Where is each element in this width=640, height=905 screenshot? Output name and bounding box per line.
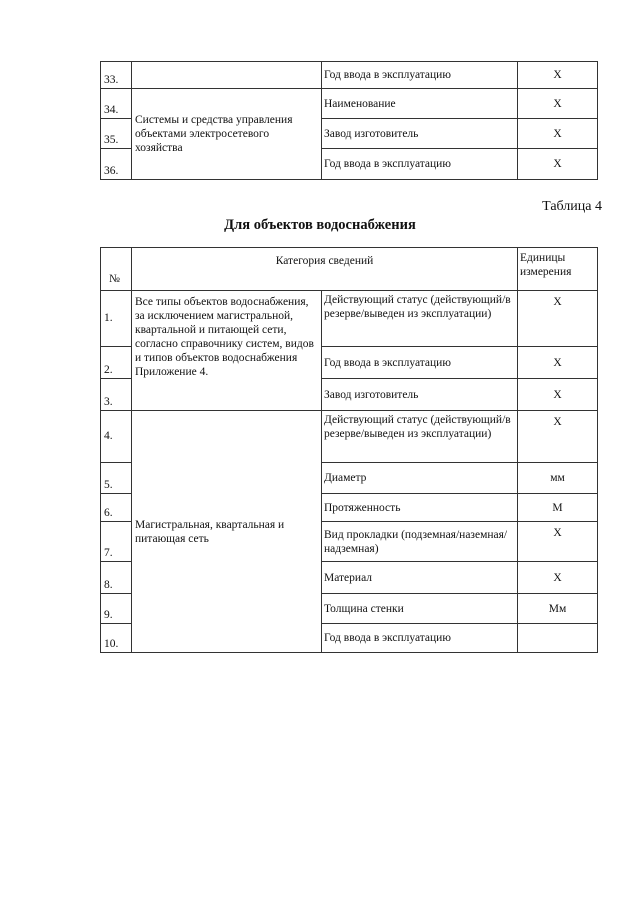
row-parameter: Год ввода в эксплуатацию — [322, 624, 518, 653]
row-parameter: Год ввода в эксплуатацию — [322, 149, 518, 180]
group-cell: Системы и средства управления объектами электросетевого хозяйства — [132, 89, 322, 180]
header-category: Категория сведений — [132, 248, 518, 291]
table-label: Таблица 4 — [542, 199, 602, 214]
row-number: 4. — [101, 411, 132, 463]
row-number: 10. — [101, 624, 132, 653]
row-unit: X — [518, 411, 598, 463]
row-unit: X — [518, 119, 598, 149]
row-number: 5. — [101, 463, 132, 494]
group-cell-empty — [132, 62, 322, 89]
row-number: 2. — [101, 347, 132, 379]
row-number: 9. — [101, 594, 132, 624]
row-number: 7. — [101, 522, 132, 562]
row-parameter: Материал — [322, 562, 518, 594]
row-number: 8. — [101, 562, 132, 594]
row-unit: Мм — [518, 594, 598, 624]
table3 — [100, 61, 598, 180]
row-number: 3. — [101, 379, 132, 411]
row-number: 1. — [101, 291, 132, 347]
row-unit: X — [518, 89, 598, 119]
row-number: 35. — [101, 119, 132, 149]
table-row — [101, 411, 598, 463]
header-number: № — [101, 248, 132, 291]
row-unit: М — [518, 494, 598, 522]
row-parameter: Наименование — [322, 89, 518, 119]
table-header-row — [101, 248, 598, 291]
row-parameter: Диаметр — [322, 463, 518, 494]
row-parameter: Завод изготовитель — [322, 119, 518, 149]
row-unit: X — [518, 562, 598, 594]
table-row — [101, 291, 598, 347]
group-cell: Магистральная, квартальная и питающая сеть — [132, 411, 322, 653]
row-parameter: Протяженность — [322, 494, 518, 522]
row-number: 33. — [101, 62, 132, 89]
row-unit: X — [518, 347, 598, 379]
row-parameter: Год ввода в эксплуатацию — [322, 62, 518, 89]
row-unit: X — [518, 379, 598, 411]
table4 — [100, 247, 598, 653]
row-number: 34. — [101, 89, 132, 119]
row-parameter: Действующий статус (действующий/в резерве/выведен из эксплуатации) — [322, 291, 518, 347]
row-unit: X — [518, 522, 598, 562]
group-cell: Все типы объектов водоснабжения, за исключением магистральной, квартальной и питающей сети, согласно справочнику систем, видов и типов объектов водоснабжения Приложение 4. — [132, 291, 322, 411]
row-unit: мм — [518, 463, 598, 494]
header-units: Единицы измерения — [518, 248, 598, 291]
row-parameter: Вид прокладки (подземная/наземная/надземная) — [322, 522, 518, 562]
row-unit: X — [518, 149, 598, 180]
row-parameter: Действующий статус (действующий/в резерве/выведен из эксплуатации) — [322, 411, 518, 463]
row-unit — [518, 624, 598, 653]
row-unit: X — [518, 62, 598, 89]
row-parameter: Завод изготовитель — [322, 379, 518, 411]
row-number: 6. — [101, 494, 132, 522]
row-number: 36. — [101, 149, 132, 180]
row-parameter: Толщина стенки — [322, 594, 518, 624]
row-parameter: Год ввода в эксплуатацию — [322, 347, 518, 379]
table-title: Для объектов водоснабжения — [224, 217, 416, 233]
table-row — [101, 89, 598, 119]
table-row — [101, 62, 598, 89]
row-unit: X — [518, 291, 598, 347]
